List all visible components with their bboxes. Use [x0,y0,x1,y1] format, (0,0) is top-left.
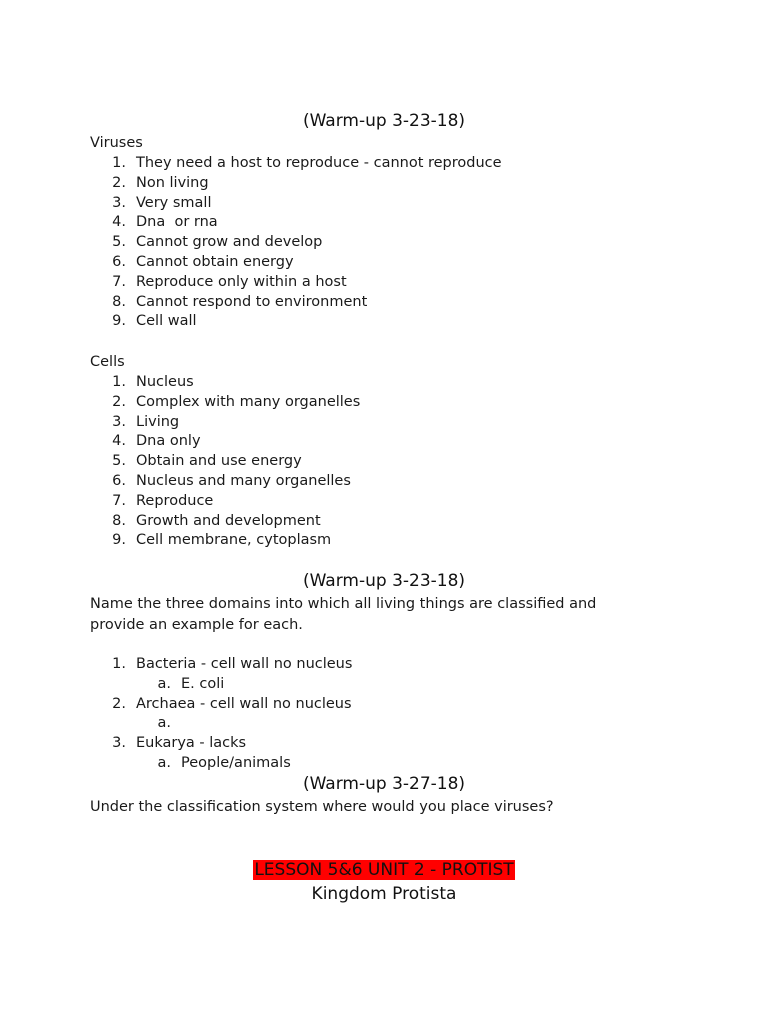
list-item: 2. Non living [112,174,209,191]
list-item: 3. Very small [112,194,212,211]
list-item: 1. Bacteria - cell wall no nucleus [112,656,353,672]
list-item: 5. Cannot grow and develop [112,234,323,251]
list-item: 2. Archaea - cell wall no nucleus [112,695,352,712]
list-item: 1. Nucleus [112,374,194,390]
list-item: 3. Living [112,413,180,430]
list-item: 4. Dna or rna [112,214,218,231]
cells-list [90,373,690,551]
lesson-label: LESSON 5&6 UNIT 2 - PROTIST [254,860,514,880]
warmup-heading-1: (Warm-up 3-23-18) [302,111,466,131]
list-item: 9. Cell wall [112,313,197,330]
kingdom-title: Kingdom Protista [311,884,457,904]
list-item: 7. Reproduce only within a host [112,273,347,290]
warmup-heading-3: (Warm-up 3-27-18) [302,774,466,794]
viruses-list [90,154,690,332]
sub-list-item: a. People/animals [157,754,291,771]
viruses-title: Viruses [90,135,143,151]
domains-question: Name the three domains into which all living things are classified and provide an example for each. [90,596,597,633]
list-item: 2. Complex with many organelles [112,393,361,410]
list-item: 3. Eukarya - lacks [112,735,247,752]
warmup-heading-2: (Warm-up 3-23-18) [302,571,466,591]
sub-list-item: a. E. coli [157,675,225,692]
list-item: 4. Dna only [112,433,201,450]
list-item: 6. Cannot obtain energy [112,253,294,270]
list-item: 8. Cannot respond to environment [112,293,368,310]
domains-list [90,655,690,774]
list-item: 7. Reproduce [112,492,214,509]
list-item: 5. Obtain and use energy [112,453,302,470]
list-item: 6. Nucleus and many organelles [112,472,351,489]
viruses-question: Under the classification system where would you place viruses? [90,799,554,815]
sub-list-item: a. [157,715,171,732]
list-item: 8. Growth and development [112,512,321,529]
list-item: 9. Cell membrane, cytoplasm [112,532,332,549]
cells-title: Cells [90,354,125,370]
lesson-title [0,860,768,880]
list-item: 1. They need a host to reproduce - cannot reproduce [112,155,502,171]
